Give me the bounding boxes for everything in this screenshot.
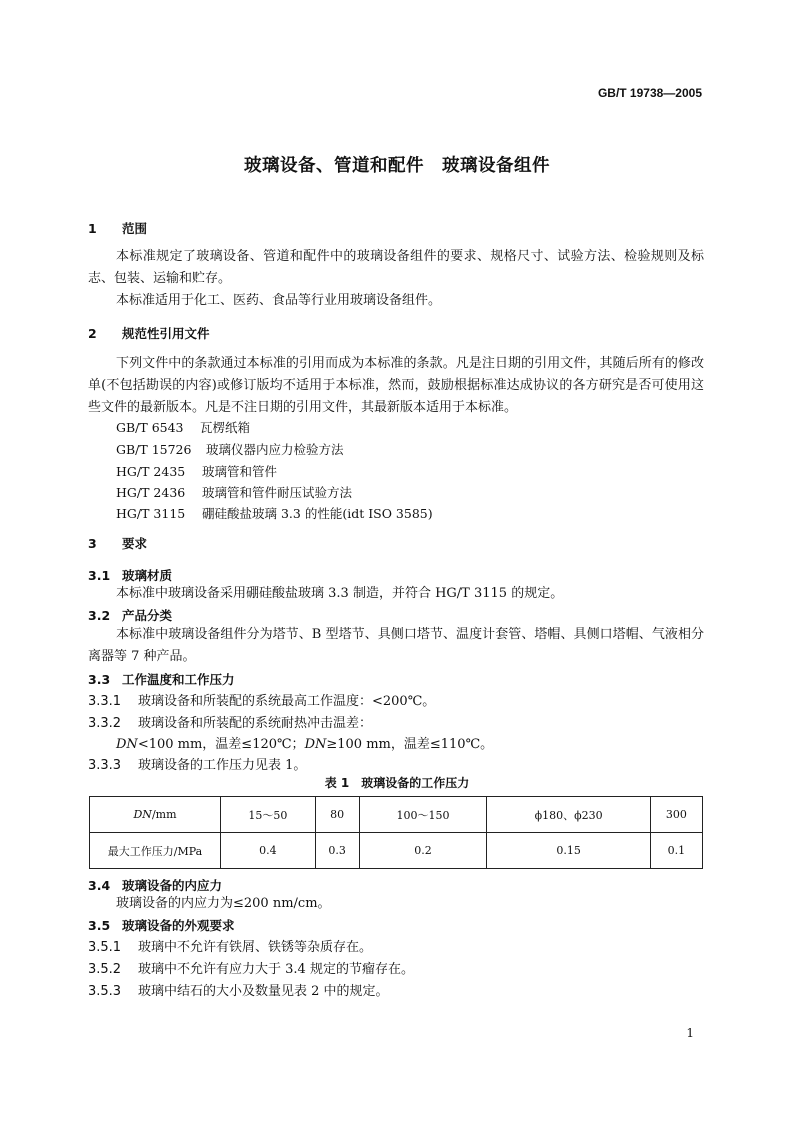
reference-code: HG/T 3115 bbox=[116, 506, 186, 521]
table-1 bbox=[89, 796, 703, 869]
clause-number: 3.3.2 bbox=[88, 716, 122, 731]
clause-number: 3.3.3 bbox=[88, 758, 122, 773]
reference-code: HG/T 2436 bbox=[116, 485, 186, 500]
section-title: 要求 bbox=[122, 536, 148, 551]
section-title: 产品分类 bbox=[122, 608, 173, 623]
reference-code: HG/T 2435 bbox=[116, 464, 186, 479]
dn-small-text: <100 mm，温差≤120℃； bbox=[137, 737, 305, 752]
table-header-cell: 80 bbox=[315, 797, 359, 833]
section-number: 1 bbox=[88, 221, 97, 236]
reference-code: GB/T 15726 bbox=[116, 442, 192, 457]
table-cell: 0.15 bbox=[487, 833, 650, 869]
subsection-3-5-heading bbox=[88, 916, 235, 934]
clause-3-3-2 bbox=[88, 712, 372, 731]
subsection-3-4-text: 玻璃设备的内应力为≤200 nm/cm。 bbox=[116, 896, 331, 911]
section-title: 玻璃设备的外观要求 bbox=[122, 918, 235, 933]
dn-symbol: DN bbox=[304, 737, 327, 752]
table-cell: 0.3 bbox=[315, 833, 359, 869]
subsection-3-1-heading bbox=[88, 566, 172, 584]
section-1-paragraph-2: 本标准适用于化工、医药、食品等行业用玻璃设备组件。 bbox=[116, 293, 442, 308]
reference-item bbox=[116, 440, 344, 458]
dn-symbol: DN bbox=[116, 737, 138, 752]
dn-symbol: DN bbox=[133, 808, 152, 821]
clause-text: 玻璃中不允许有应力大于 3.4 规定的节瘤存在。 bbox=[138, 962, 414, 977]
temperature-difference-line bbox=[116, 733, 493, 752]
clause-text: 玻璃设备和所装配的系统耐热冲击温差： bbox=[138, 716, 373, 731]
subsection-3-3-heading bbox=[88, 670, 235, 688]
section-2-paragraph: 下列文件中的条款通过本标准的引用而成为本标准的条款。凡是注日期的引用文件，其随后所有的修改单(不包括勘误的内容)或修订版均不适用于本标准，然而，鼓励根据标准达成协议的各方研究是否可使用这些文件的最新版本。凡是不注日期的引用文件，其最新版本适用于本标准。 bbox=[88, 356, 704, 415]
section-number: 3.3 bbox=[88, 672, 111, 687]
reference-name: 硼硅酸盐玻璃 3.3 的性能(idt ISO 3585) bbox=[202, 506, 433, 521]
reference-name: 玻璃管和管件耐压试验方法 bbox=[202, 485, 353, 500]
table-header-cell: 300 bbox=[650, 797, 702, 833]
clause-number: 3.3.1 bbox=[88, 694, 122, 709]
table-row bbox=[90, 833, 703, 869]
subsection-3-2-text: 本标准中玻璃设备组件分为塔节、B 型塔节、具侧口塔节、温度计套管、塔帽、具侧口塔帽、气液相分离器等 7 种产品。 bbox=[88, 627, 704, 664]
section-title: 工作温度和工作压力 bbox=[122, 672, 235, 687]
section-title: 玻璃材质 bbox=[122, 568, 173, 583]
section-number: 3.4 bbox=[88, 878, 111, 893]
reference-code: GB/T 6543 bbox=[116, 420, 184, 435]
reference-item bbox=[116, 418, 250, 436]
section-number: 2 bbox=[88, 326, 97, 341]
clause-3-5-2 bbox=[88, 958, 414, 977]
reference-item bbox=[116, 462, 277, 480]
clause-number: 3.5.3 bbox=[88, 984, 122, 999]
table-header-cell: 15～50 bbox=[221, 797, 316, 833]
clause-text: 玻璃中结石的大小及数量见表 2 中的规定。 bbox=[138, 984, 389, 999]
section-title: 范围 bbox=[122, 221, 148, 236]
section-2-heading bbox=[88, 324, 210, 342]
table-cell: 0.1 bbox=[650, 833, 702, 869]
table-1-caption: 表 1 玻璃设备的工作压力 bbox=[324, 776, 470, 790]
section-1-heading bbox=[88, 219, 147, 237]
table-header-row bbox=[90, 797, 703, 833]
section-number: 3.2 bbox=[88, 608, 111, 623]
clause-3-5-3 bbox=[88, 980, 389, 999]
reference-item bbox=[116, 504, 433, 522]
clause-3-3-3 bbox=[88, 754, 306, 773]
table-cell: 0.2 bbox=[359, 833, 487, 869]
reference-item bbox=[116, 483, 352, 501]
clause-3-5-1 bbox=[88, 936, 372, 955]
clause-text: 玻璃设备的工作压力见表 1。 bbox=[138, 758, 307, 773]
clause-3-3-1 bbox=[88, 690, 435, 709]
subsection-3-4-heading bbox=[88, 876, 222, 894]
section-1-paragraph-1: 本标准规定了玻璃设备、管道和配件中的玻璃设备组件的要求、规格尺寸、试验方法、检验规则及标志、包装、运输和贮存。 bbox=[88, 249, 704, 286]
unit-label: /mm bbox=[151, 808, 177, 821]
table-header-label bbox=[90, 797, 221, 833]
section-number: 3 bbox=[88, 536, 97, 551]
reference-name: 玻璃管和管件 bbox=[202, 464, 278, 479]
table-header-cell: 100～150 bbox=[359, 797, 487, 833]
clause-number: 3.5.2 bbox=[88, 962, 122, 977]
section-number: 3.5 bbox=[88, 918, 111, 933]
section-3-heading bbox=[88, 534, 147, 552]
table-cell: 0.4 bbox=[221, 833, 316, 869]
table-row-label: 最大工作压力/MPa bbox=[90, 833, 221, 869]
dn-large-text: ≥100 mm，温差≤110℃。 bbox=[326, 737, 494, 752]
section-title: 规范性引用文件 bbox=[122, 326, 210, 341]
document-title: 玻璃设备、管道和配件 玻璃设备组件 bbox=[244, 156, 550, 176]
subsection-3-1-text: 本标准中玻璃设备采用硼硅酸盐玻璃 3.3 制造，并符合 HG/T 3115 的规定。 bbox=[116, 586, 564, 601]
standard-number: GB/T 19738—2005 bbox=[597, 86, 702, 100]
section-title: 玻璃设备的内应力 bbox=[122, 878, 223, 893]
table-header-cell: ϕ180、ϕ230 bbox=[487, 797, 650, 833]
reference-name: 玻璃仪器内应力检验方法 bbox=[206, 442, 344, 457]
section-number: 3.1 bbox=[88, 568, 111, 583]
reference-name: 瓦楞纸箱 bbox=[200, 420, 251, 435]
clause-number: 3.5.1 bbox=[88, 940, 122, 955]
clause-text: 玻璃中不允许有铁屑、铁锈等杂质存在。 bbox=[138, 940, 373, 955]
subsection-3-2-heading bbox=[88, 606, 172, 624]
clause-text: 玻璃设备和所装配的系统最高工作温度：<200℃。 bbox=[138, 694, 436, 709]
page-number: 1 bbox=[686, 1026, 694, 1040]
